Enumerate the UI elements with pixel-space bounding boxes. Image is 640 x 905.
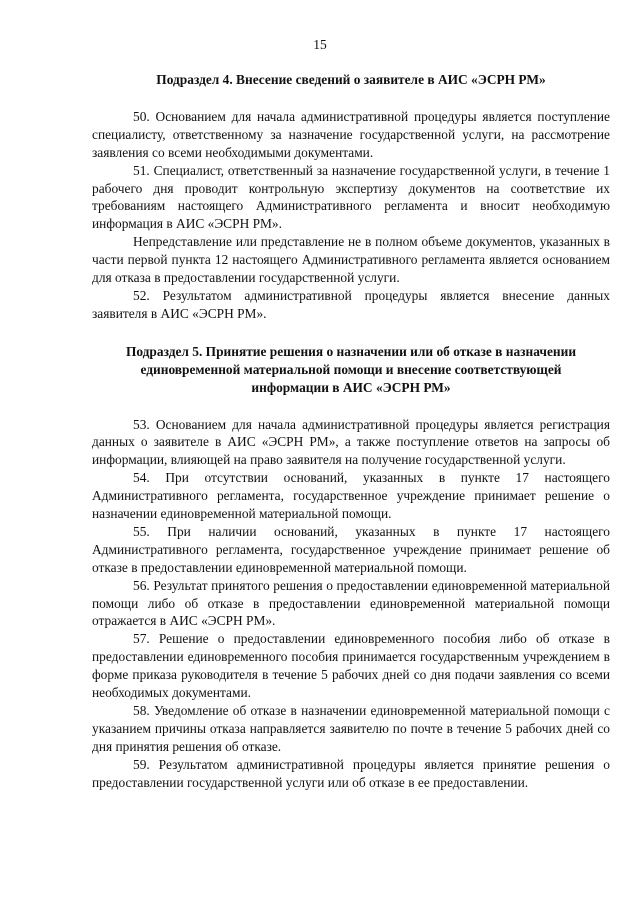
paragraph-59: 59. Результатом административной процедуры является принятие решения о предоставлении государственной услуги или об отказе в ее предоставлении. [92, 756, 610, 790]
paragraph-58: 58. Уведомление об отказе в назначении единовременной материальной помощи с указанием причины отказа направляется заявителю по почте в течение 5 рабочих дней со дня принятия решения об отказе. [92, 703, 610, 754]
paragraph-51-continuation: Непредставление или представление не в полном объеме документов, указанных в части первой пункта 12 настоящего Административного регламента является основанием для отказа в предоставлении государственной услуги. [92, 234, 610, 286]
paragraph-54: 54. При отсутствии оснований, указанных в пункте 17 настоящего Административного регламента, государственное учреждение принимает решение о назначении единовременной материальной помощи. [92, 470, 610, 522]
paragraph-55: 55. При наличии оснований, указанных в пункте 17 настоящего Административного регламента, государственное учреждение принимает решение об отказе в предоставлении единовременной материальной помощи. [92, 523, 610, 575]
paragraph-50: 50. Основанием для начала административной процедуры является поступление специалисту, ответственному за назначение государственной услуги, на рассмотрение заявления со всеми необходимыми документами. [92, 108, 610, 160]
section-4-heading: Подраздел 4. Внесение сведений о заявителе в АИС «ЭСРН РМ» [156, 72, 546, 87]
paragraph-56: 56. Результат принятого решения о предоставлении единовременной материальной помощи либо об отказе в предоставлении единовременной материальной помощи отражается в АИС «ЭСРН РМ». [92, 577, 610, 629]
paragraph-52: 52. Результатом административной процедуры является внесение данных заявителя в АИС «ЭСРН РМ». [92, 287, 610, 321]
section-5-heading: Подраздел 5. Принятие решения о назначении или об отказе в назначении единовременной материальной помощи и внесение соответствующей информации в АИС «ЭСРН РМ» [125, 343, 577, 395]
document-body [92, 71, 610, 792]
paragraph-51: 51. Специалист, ответственный за назначение государственной услуги, в течение 1 рабочего дня проводит контрольную экспертизу документов на соответствие их требованиям настоящего Административного регламента и вносит необходимую информация в АИС «ЭСРН РМ». [92, 162, 610, 232]
page-number: 15 [313, 37, 327, 52]
paragraph-57: 57. Решение о предоставлении единовременного пособия либо об отказе в предоставлении единовременного пособия принимается государственным учреждением в форме приказа руководителя в течение 5 рабочих дней со дня подачи заявления со всеми необходимых документами. [92, 631, 610, 701]
paragraph-53: 53. Основанием для начала административной процедуры является регистрация данных о заявителе в АИС «ЭСРН РМ», а также поступление ответов на запросы об информации, влияющей на право заявителя на получение государственной услуги. [92, 416, 610, 468]
